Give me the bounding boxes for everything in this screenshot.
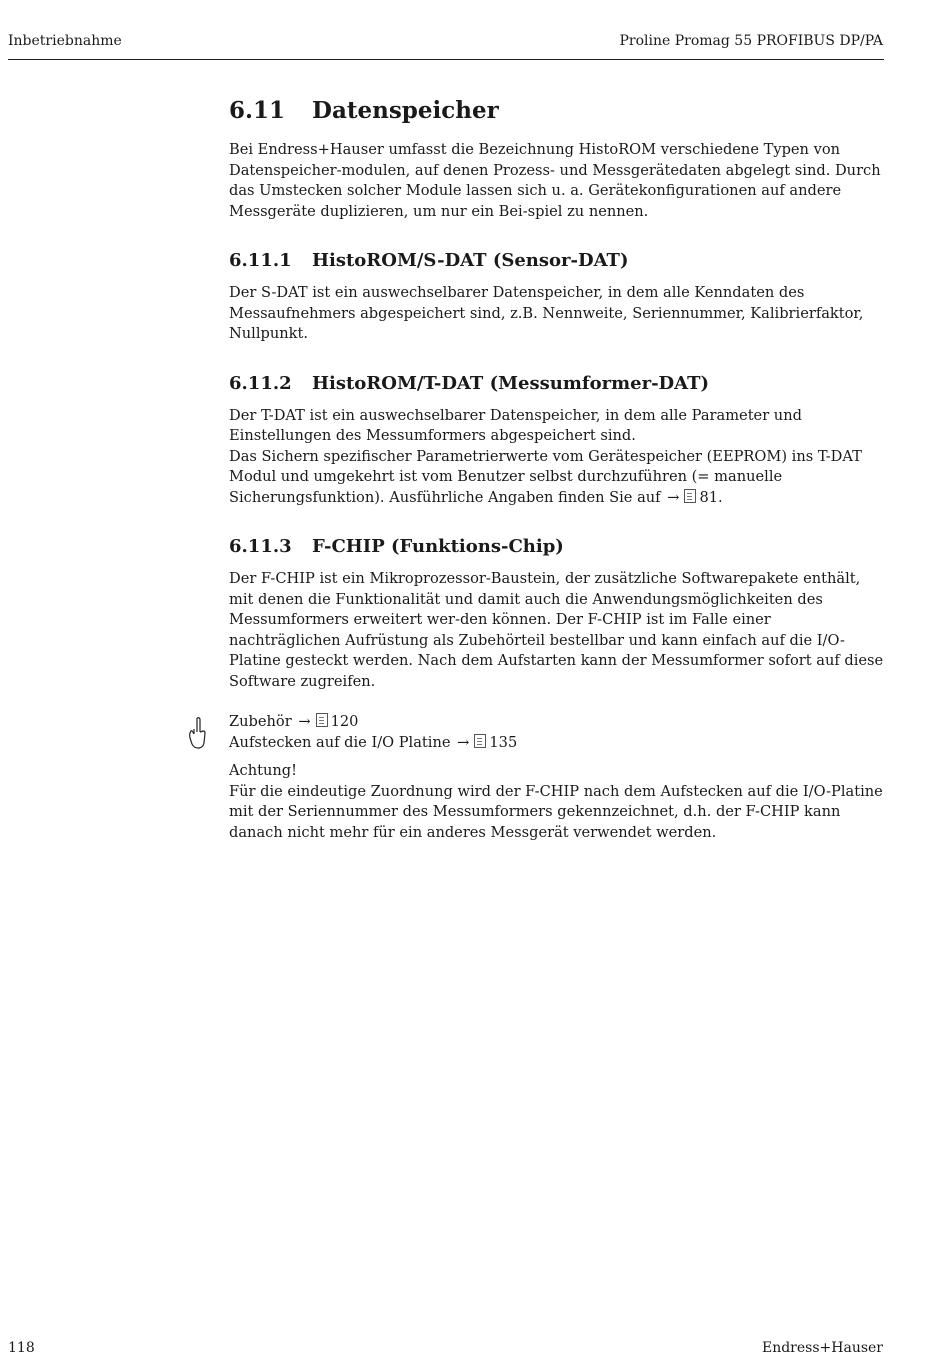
fchip-paragraph: Der F-CHIP ist ein Mikroprozessor-Baustein, der zusätzliche Softwarepakete enthält, mit denen die Funktionalität und damit auch die Anwendungsmöglichkeiten des Messumformers erweitert wer-den können. Der F-CHIP ist im Falle einer nachträglichen Aufrüstung als Zubehörteil bestellbar und kann einfach auf die I/O-Platine gesteckt werden. Nach dem Aufstarten kann der Messumformer sofort auf diese Software zugreifen.	[229, 570, 884, 690]
header-section: Inbetriebnahme	[8, 33, 122, 49]
warning-text: Für die eindeutige Zuordnung wird der F-CHIP nach dem Aufstecken auf die I/O-Platine mit der Seriennummer des Messumformers gekennzeichnet, d.h. der F-CHIP kann danach nicht mehr für ein anderes Messgerät verwendet werden.	[229, 782, 883, 841]
warning-title: Achtung!	[229, 762, 297, 779]
tdat-paragraph-1: Der T-DAT ist ein auswechselbarer Datenspeicher, in dem alle Parameter und Einstellungen des Messumformers abgespeichert sind.	[229, 406, 802, 444]
subsection-heading-2	[229, 372, 885, 396]
section-title: Datenspeicher	[312, 97, 499, 124]
subsection-number: 6.11.2	[229, 372, 292, 394]
subsection-title: F-CHIP (Funktions-Chip)	[312, 536, 564, 557]
page-ref-icon	[474, 734, 486, 748]
page-reference-link[interactable]: 81.	[699, 488, 723, 506]
section-number: 6.11	[229, 97, 286, 124]
page-ref-icon	[316, 713, 328, 727]
mounting-reference	[229, 733, 885, 754]
section-heading	[229, 96, 885, 126]
footer-brand: Endress+Hauser	[761, 1340, 883, 1356]
arrow-icon: →	[298, 713, 311, 730]
page-ref-icon	[684, 489, 696, 503]
subsection-number: 6.11.1	[229, 250, 292, 271]
tdat-text: Das Sichern spezifischer Parametrierwerte vom Gerätespeicher (EEPROM) ins T-DAT Modul und umgekehrt ist vom Benutzer selbst durchzuführen (= manuelle Sicherungsfunktion). Ausführliche Angaben finden Sie auf	[229, 447, 862, 506]
intro-paragraph: Bei Endress+Hauser umfasst die Bezeichnung HistoROM verschiedene Typen von Datenspeicher-modulen, auf denen Prozess- und Messgerätedaten abgelegt sind. Durch das Umstecken solcher Module lassen sich u. a. Gerätekonfigurationen auf andere Messgeräte duplizieren, um nur ein Bei-spiel zu nennen.	[229, 141, 881, 220]
arrow-icon: →	[667, 488, 680, 506]
subsection-title: HistoROM/T-DAT (Messumformer-DAT)	[312, 372, 710, 394]
subsection-heading-3	[229, 535, 885, 559]
header-divider	[8, 59, 884, 60]
page-reference-link[interactable]: 120	[330, 713, 359, 730]
subsection-number: 6.11.3	[229, 536, 292, 557]
reference-label: Aufstecken auf die I/O Platine	[229, 733, 451, 751]
hand-pointing-icon	[186, 716, 208, 750]
page-reference-link[interactable]: 135	[489, 733, 518, 751]
tdat-paragraph-2	[229, 447, 885, 509]
page-number: 118	[8, 1340, 35, 1356]
arrow-icon: →	[457, 733, 470, 751]
accessory-reference	[229, 712, 885, 733]
subsection-heading-1	[229, 249, 885, 273]
main-content	[229, 96, 885, 843]
sdat-paragraph: Der S-DAT ist ein auswechselbarer Datenspeicher, in dem alle Kenndaten des Messaufnehmers abgespeichert sind, z.B. Nennweite, Seriennummer, Kalibrierfaktor, Nullpunkt.	[229, 284, 864, 342]
reference-label: Zubehör	[229, 713, 292, 730]
subsection-title: HistoROM/S-DAT (Sensor-DAT)	[312, 250, 629, 271]
header-product: Proline Promag 55 PROFIBUS DP/PA	[619, 33, 883, 49]
